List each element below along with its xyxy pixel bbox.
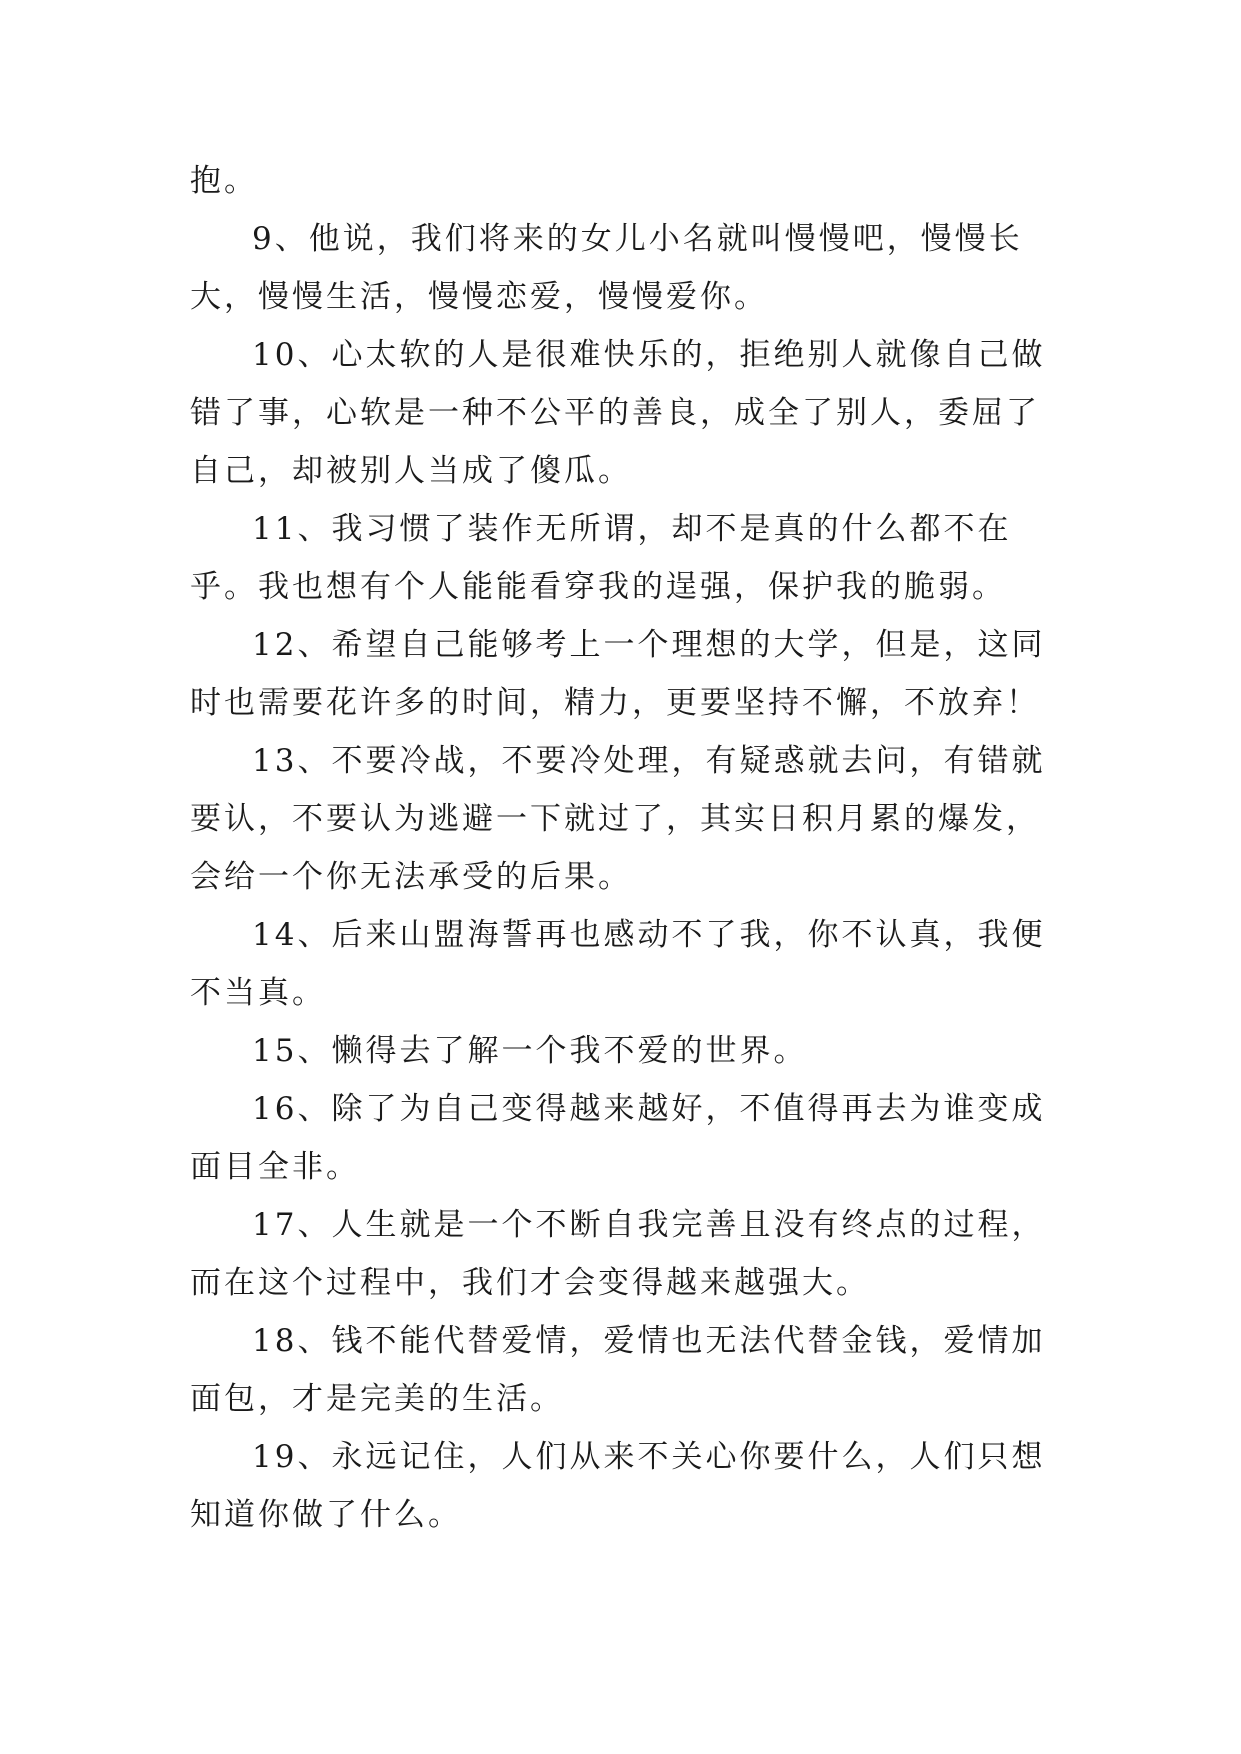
quote-paragraph-11: 11、我习惯了装作无所谓，却不是真的什么都不在乎。我也想有个人能能看穿我的逞强，保护我的脆弱。 xyxy=(190,511,1012,605)
quote-paragraph-10: 10、心太软的人是很难快乐的，拒绝别人就像自己做错了事，心软是一种不公平的善良，成全了别人，委屈了自己，却被别人当成了傻瓜。 xyxy=(190,337,1046,489)
quote-paragraph-13: 13、不要冷战，不要冷处理，有疑惑就去问，有错就要认，不要认为逃避一下就过了，其实日积月累的爆发，会给一个你无法承受的后果。 xyxy=(190,743,1046,895)
quote-paragraph-9: 9、他说，我们将来的女儿小名就叫慢慢吧，慢慢长大，慢慢生活，慢慢恋爱，慢慢爱你。 xyxy=(190,221,1023,315)
quote-paragraph-14: 14、后来山盟海誓再也感动不了我，你不认真，我便不当真。 xyxy=(190,917,1046,1011)
document-body xyxy=(190,152,1050,1544)
quote-paragraph-17: 17、人生就是一个不断自我完善且没有终点的过程，而在这个过程中，我们才会变得越来越强大。 xyxy=(190,1207,1046,1301)
quote-paragraph-15: 15、懒得去了解一个我不爱的世界。 xyxy=(252,1033,808,1069)
paragraph-continuation: 抱。 xyxy=(190,163,258,199)
quote-paragraph-16: 16、除了为自己变得越来越好，不值得再去为谁变成面目全非。 xyxy=(190,1091,1046,1185)
quote-paragraph-19: 19、永远记住，人们从来不关心你要什么，人们只想知道你做了什么。 xyxy=(190,1439,1046,1533)
quote-paragraph-12: 12、希望自己能够考上一个理想的大学，但是，这同时也需要花许多的时间，精力，更要坚持不懈，不放弃！ xyxy=(190,627,1046,721)
quote-paragraph-18: 18、钱不能代替爱情，爱情也无法代替金钱，爱情加面包，才是完美的生活。 xyxy=(190,1323,1046,1417)
